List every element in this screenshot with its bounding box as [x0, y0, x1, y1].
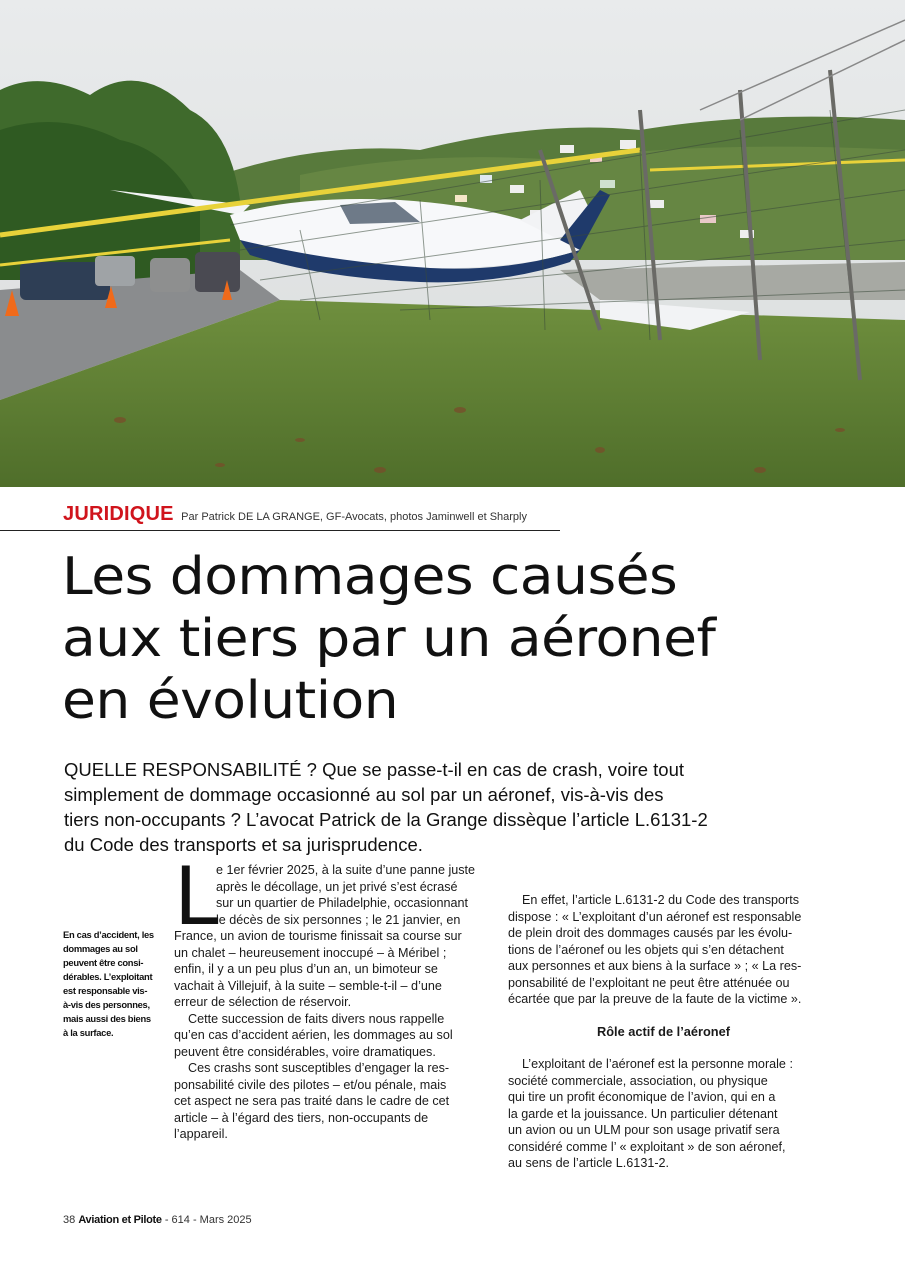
text-line: qui tire un profit économique de l’avion, qui en a: [508, 1090, 776, 1104]
text-line: un chalet – heureusement inoccupé – à Méribel ;: [174, 945, 447, 960]
section-label: JURIDIQUE: [63, 503, 174, 525]
publication-name: Aviation et Pilote: [78, 1214, 162, 1226]
text-line: un avion ou un ULM pour son usage privatif sera: [508, 1123, 780, 1137]
text-line: enfin, il y a un peu plus d’un an, un bimoteur se: [174, 962, 438, 976]
paragraph: [174, 1060, 487, 1143]
text-line: sur un quartier de Philadelphie, occasionnant: [216, 896, 469, 910]
title-line: Les dommages causés: [62, 547, 678, 607]
lead-line: tiers non-occupants ? L’avocat Patrick de la Grange dissèque l’article L.6131-2: [64, 809, 708, 830]
text-line: ponsabilité civile des pilotes – et/ou pénale, mais: [174, 1077, 447, 1092]
hero-photo: [0, 0, 905, 487]
title-line: en évolution: [62, 671, 399, 731]
body-column-2: [508, 892, 819, 1172]
lead-line: simplement de dommage occasionné au sol par un aéronef, vis-à-vis des: [64, 784, 664, 805]
text-line: erreur de sélection de réservoir.: [174, 995, 352, 1009]
lead-line: Que se passe-t-il en cas de crash, voire tout: [316, 759, 685, 780]
text-line: Cette succession de faits divers nous rappelle: [188, 1011, 445, 1026]
crash-photo-illustration: [0, 0, 905, 487]
byline: Par Patrick DE LA GRANGE, GF-Avocats, photos Jaminwell et Sharply: [181, 511, 527, 523]
text-line: au sens de l’article L.6131-2.: [508, 1156, 670, 1170]
caption-line: dommages au sol: [63, 943, 138, 954]
text-line: le décès de six personnes ; le 21 janvier, en: [216, 912, 461, 927]
text-line: ponsabilité de l’exploitant ne peut être atténuée ou: [508, 975, 790, 990]
text-line: l’appareil.: [174, 1127, 228, 1141]
lead-strong: QUELLE RESPONSABILITÉ ?: [64, 759, 317, 780]
text-line: peuvent être considérables, voire dramatiques.: [174, 1044, 436, 1059]
text-line: L’exploitant de l’aéronef est la personne morale :: [522, 1057, 793, 1071]
text-line: qu’en cas d’accident aérien, les dommages au sol: [174, 1028, 453, 1042]
caption-line: mais aussi des biens: [63, 1013, 151, 1024]
paragraph: [508, 892, 819, 1008]
paragraph: [174, 850, 487, 1011]
text-line: Ces crashs sont susceptibles d’engager la res-: [188, 1061, 450, 1075]
text-line: considéré comme l’ « exploitant » de son aéronef,: [508, 1139, 786, 1154]
issue-info: - 614 - Mars 2025: [164, 1214, 252, 1226]
caption-line: En cas d’accident, les: [63, 929, 154, 940]
text-line: vachait à Villejuif, à la suite – semble-t-il – d’une: [174, 978, 442, 993]
page-footer: [63, 1214, 252, 1226]
paragraph: [174, 1011, 487, 1061]
text-line: de plein droit des dommages causés par les évolu-: [508, 926, 793, 940]
kicker-rule: [0, 530, 560, 531]
paragraph: [508, 1056, 819, 1172]
text-line: dispose : « L’exploitant d’un aéronef est responsable: [508, 909, 802, 924]
article-lead: [64, 757, 774, 857]
text-line: après le décollage, un jet privé s’est écrasé: [216, 879, 458, 894]
text-line: France, un avion de tourisme finissait sa course sur: [174, 929, 462, 943]
caption-line: peuvent être consi-: [63, 957, 144, 968]
body-column-1: [174, 850, 487, 1143]
text-line: la garde et la jouissance. Un particulier détenant: [508, 1106, 778, 1121]
text-line: écartée que par la preuve de la faute de la victime ».: [508, 992, 802, 1006]
text-line: société commerciale, association, ou physique: [508, 1073, 768, 1088]
text-line: En effet, l’article L.6131-2 du Code des transports: [522, 893, 799, 907]
article-title: [62, 546, 889, 732]
drop-cap: L: [174, 850, 219, 943]
caption-line: à la surface.: [63, 1027, 114, 1038]
text-line: tions de l’aéronef ou les objets qui s’en détachent: [508, 942, 784, 957]
caption-line: dérables. L’exploitant: [63, 971, 153, 982]
photo-caption: [63, 928, 159, 1040]
text-line: e 1er février 2025, à la suite d’une panne juste: [216, 863, 476, 877]
section-subheading: Rôle actif de l’aéronef: [597, 1023, 730, 1039]
section-kicker: [63, 503, 527, 526]
page-number: 38: [63, 1214, 76, 1226]
caption-line: à-vis des personnes,: [63, 999, 150, 1010]
lead-line: du Code des transports et sa jurisprudence.: [64, 834, 423, 855]
title-line: aux tiers par un aéronef: [62, 609, 716, 669]
text-line: cet aspect ne sera pas traité dans le cadre de cet: [174, 1094, 450, 1108]
text-line: article – à l’égard des tiers, non-occupants de: [174, 1110, 429, 1125]
caption-line: est responsable vis-: [63, 985, 148, 996]
text-line: aux personnes et aux biens à la surface » ; « La res-: [508, 959, 802, 973]
